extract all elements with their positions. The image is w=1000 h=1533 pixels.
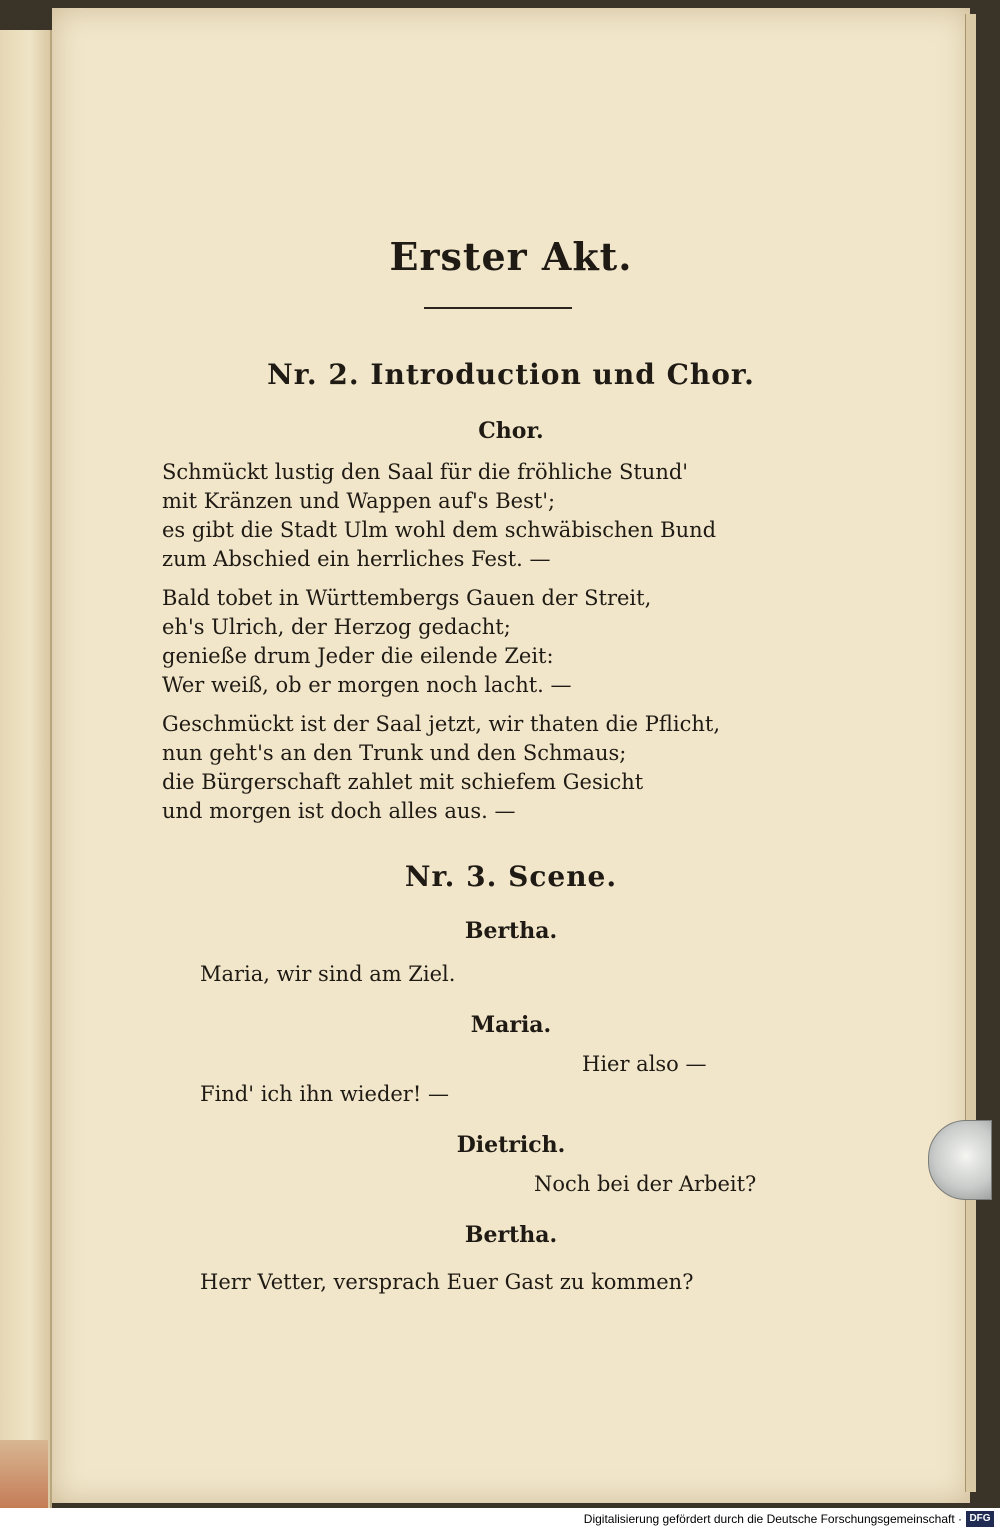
verse-line: eh's Ulrich, der Herzog gedacht; — [162, 615, 511, 639]
stanza-1 — [162, 458, 716, 574]
stanza-3 — [162, 710, 720, 826]
scanner-clip — [928, 1120, 992, 1200]
section-heading-nr3: Nr. 3. Scene. — [404, 860, 618, 893]
speaker-maria: Maria. — [470, 1012, 552, 1038]
verse-line: zum Abschied ein herrliches Fest. — — [162, 547, 551, 571]
verse-line: mit Kränzen und Wappen auf's Best'; — [162, 489, 556, 513]
act-title: Erster Akt. — [389, 234, 633, 279]
left-page-edge — [0, 30, 52, 1508]
speaker-dietrich: Dietrich. — [456, 1132, 566, 1158]
section-heading-nr2: Nr. 2. Introduction und Chor. — [267, 358, 755, 391]
verse-line: Bald tobet in Württembergs Gauen der Streit, — [162, 586, 652, 610]
verse-line: nun geht's an den Trunk und den Schmaus; — [162, 741, 627, 765]
verse-line: Wer weiß, ob er morgen noch lacht. — — [162, 673, 572, 697]
dialogue-line: Maria, wir sind am Ziel. — [200, 962, 456, 986]
stanza-2 — [162, 584, 651, 700]
verse-line: Geschmückt ist der Saal jetzt, wir thaten die Pflicht, — [162, 712, 721, 736]
footer-credit: Digitalisierung gefördert durch die Deutsche Forschungsgemeinschaft · — [583, 1512, 962, 1526]
dfg-logo-icon: DFG — [966, 1511, 994, 1527]
dialogue-line: Hier also — — [582, 1052, 707, 1076]
verse-line: und morgen ist doch alles aus. — — [162, 799, 516, 823]
title-rule — [424, 307, 572, 309]
speaker-bertha-2: Bertha. — [464, 1222, 558, 1248]
speaker-chor: Chor. — [478, 418, 544, 444]
verse-line: genieße drum Jeder die eilende Zeit: — [162, 644, 554, 668]
digitization-footer — [0, 1508, 1000, 1533]
verse-line: Schmückt lustig den Saal für die fröhliche Stund' — [162, 460, 689, 484]
dialogue-line: Find' ich ihn wieder! — — [200, 1082, 449, 1106]
book-page — [52, 8, 970, 1503]
dialogue-line: Herr Vetter, versprach Euer Gast zu kommen? — [200, 1270, 694, 1294]
verse-line: es gibt die Stadt Ulm wohl dem schwäbischen Bund — [162, 518, 717, 542]
verse-line: die Bürgerschaft zahlet mit schiefem Gesicht — [162, 770, 644, 794]
page-stack-edge — [965, 14, 976, 1492]
speaker-bertha: Bertha. — [464, 918, 558, 944]
left-page-stain — [0, 1440, 48, 1508]
dialogue-line: Noch bei der Arbeit? — [534, 1172, 757, 1196]
